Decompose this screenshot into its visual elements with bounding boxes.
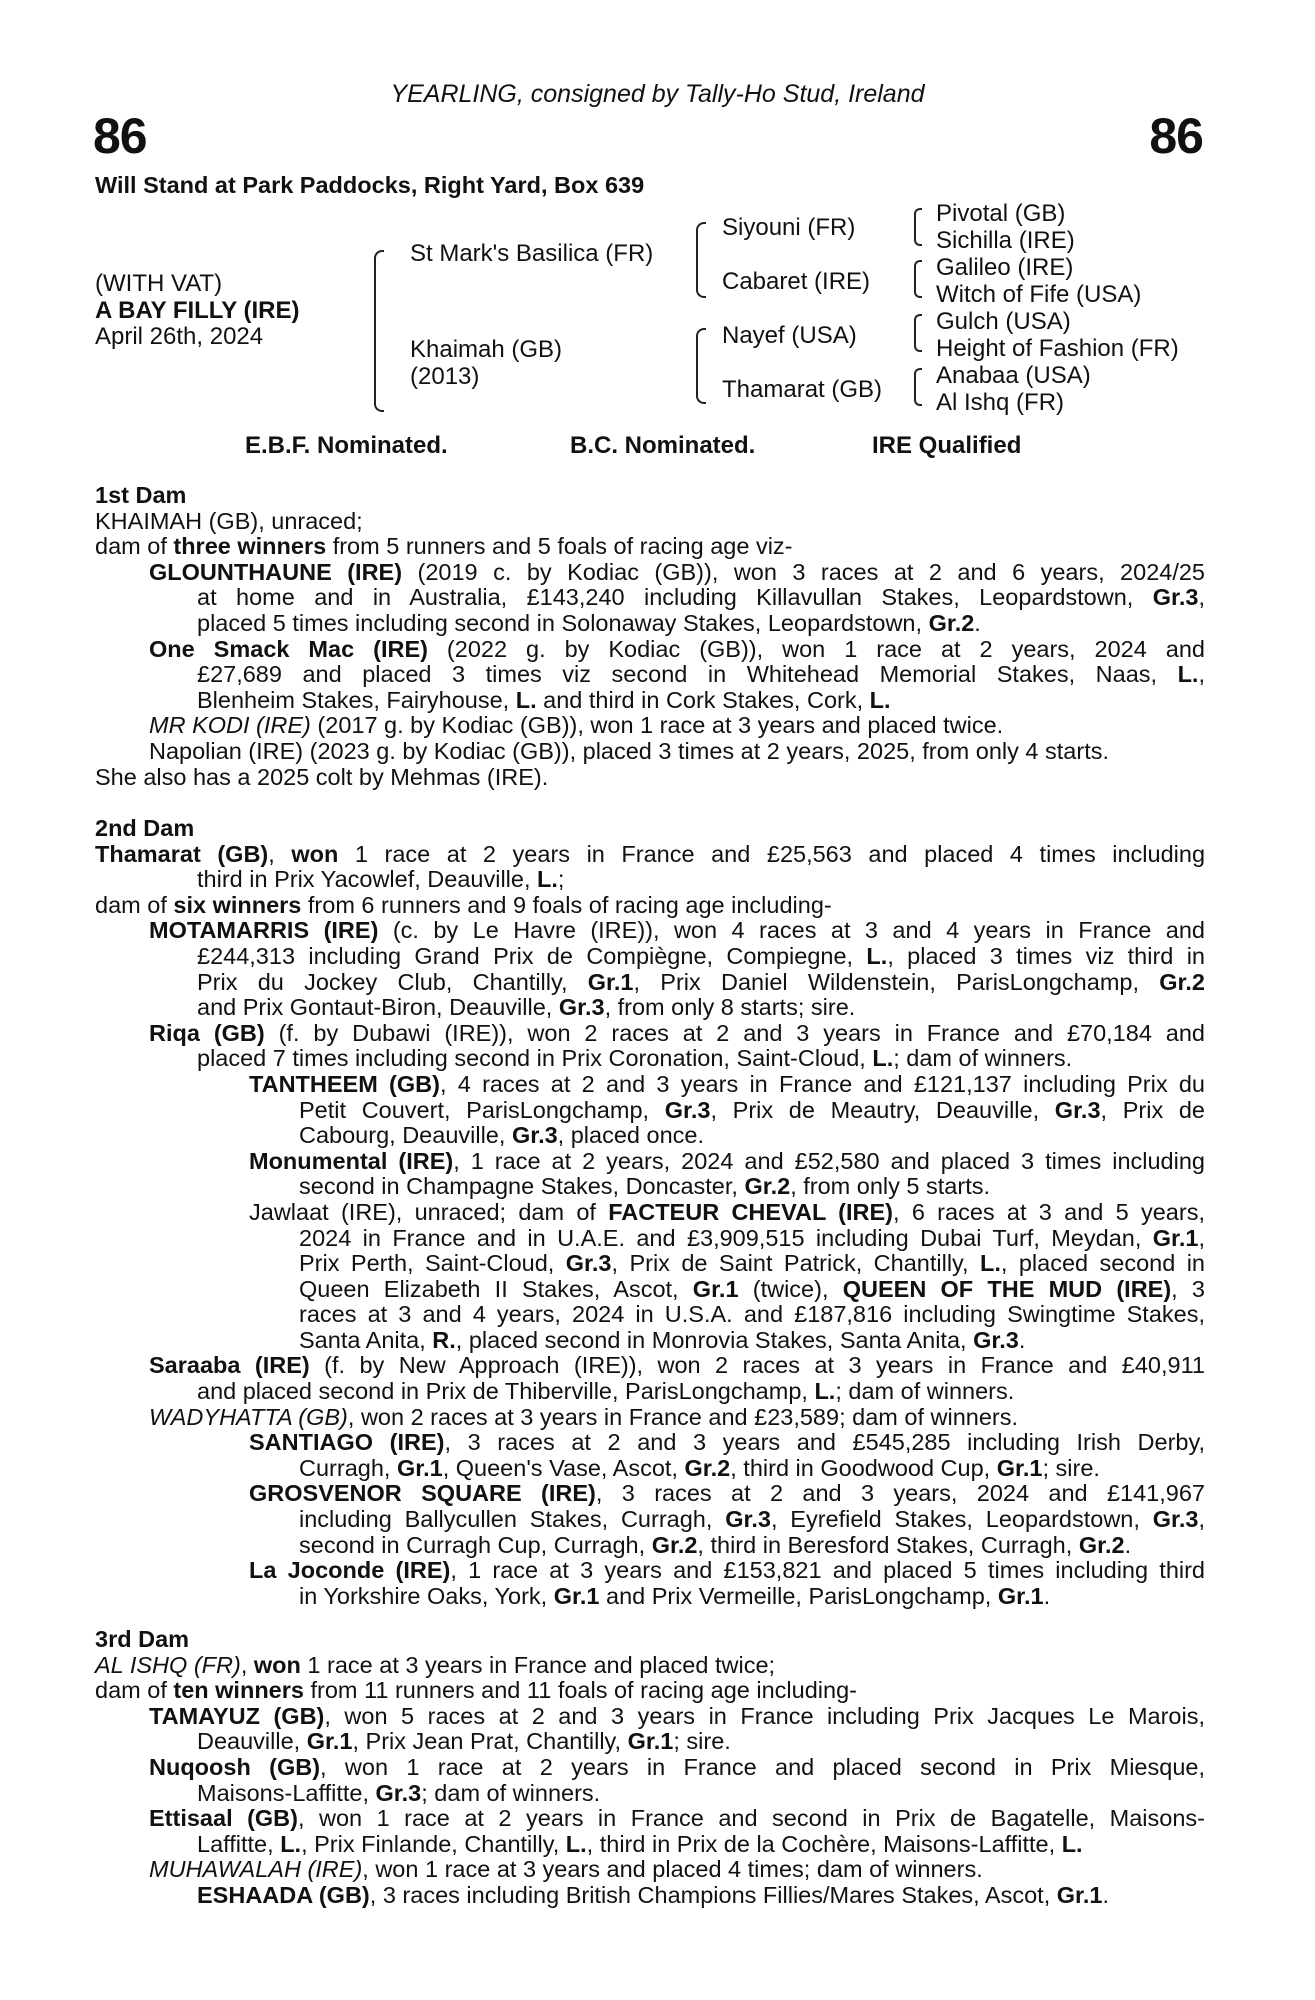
- text-line: in Yorkshire Oaks, York, Gr.1 and Prix Vermeille, ParisLongchamp, Gr.1.: [299, 1582, 1051, 1609]
- ire-qualified: IRE Qualified: [872, 432, 1022, 459]
- text-line: Monumental (IRE), 1 race at 2 years, 2024 and £52,580 and placed 3 times including: [249, 1147, 1205, 1174]
- text-line: Saraaba (IRE) (f. by New Approach (IRE)), won 2 races at 3 years in France and £40,911: [149, 1352, 1205, 1379]
- dd-brace: [914, 368, 922, 406]
- text-line: Santa Anita, R., placed second in Monrovia Stakes, Santa Anita, Gr.3.: [299, 1326, 1026, 1353]
- dam-brace-upper: [696, 328, 706, 368]
- sire-brace-upper: [696, 222, 706, 262]
- text-line: £27,689 and placed 3 times viz second in Whitehead Memorial Stakes, Naas, L.,: [197, 661, 1205, 688]
- text-line: La Joconde (IRE), 1 race at 3 years and £153,821 and placed 5 times including third: [249, 1557, 1206, 1584]
- text-line: Laffitte, L., Prix Finlande, Chantilly, L., third in Prix de la Cochère, Maisons-Laffitte, L.: [197, 1830, 1083, 1857]
- text-line: She also has a 2025 colt by Mehmas (IRE).: [95, 763, 549, 790]
- text-line: SANTIAGO (IRE), 3 races at 2 and 3 years and £545,285 including Irish Derby,: [249, 1429, 1205, 1456]
- text-line: TANTHEEM (GB), 4 races at 2 and 3 years in France and £121,137 including Prix du: [249, 1070, 1205, 1097]
- ped-sdd: Witch of Fife (USA): [936, 281, 1142, 308]
- text-line: Curragh, Gr.1, Queen's Vase, Ascot, Gr.2, third in Goodwood Cup, Gr.1; sire.: [299, 1454, 1100, 1481]
- text-line: GLOUNTHAUNE (IRE) (2019 c. by Kodiac (GB)), won 3 races at 2 and 6 years, 2024/25: [149, 558, 1205, 585]
- ebf-nomination: E.B.F. Nominated.: [245, 432, 448, 459]
- second-dam-section: [95, 816, 1205, 1609]
- text-line: ESHAADA (GB), 3 races including British Champions Fillies/Mares Stakes, Ascot, Gr.1.: [197, 1881, 1110, 1908]
- pedigree-brace-lower: [374, 330, 384, 412]
- text-line: Nuqoosh (GB), won 1 race at 2 years in France and placed second in Prix Miesque,: [149, 1753, 1205, 1780]
- text-line: MOTAMARRIS (IRE) (c. by Le Havre (IRE)), won 4 races at 3 and 4 years in France and: [149, 917, 1205, 944]
- text-line: MR KODI (IRE) (2017 g. by Kodiac (GB)), won 1 race at 3 years and placed twice.: [149, 712, 1004, 739]
- text-line: at home and in Australia, £143,240 including Killavullan Stakes, Leopardstown, Gr.3,: [197, 584, 1205, 611]
- text-line: AL ISHQ (FR), won 1 race at 3 years in France and placed twice;: [95, 1651, 776, 1678]
- text-line: Ettisaal (GB), won 1 race at 2 years in France and second in Prix de Bagatelle, Maisons-: [149, 1805, 1205, 1832]
- text-line: and placed second in Prix de Thiberville, ParisLongchamp, L.; dam of winners.: [197, 1378, 1015, 1405]
- text-line: Riqa (GB) (f. by Dubawi (IRE)), won 2 races at 2 and 3 years in France and £70,184 and: [149, 1019, 1205, 1046]
- text-line: TAMAYUZ (GB), won 5 races at 2 and 3 years in France including Prix Jacques Le Marois,: [149, 1702, 1206, 1729]
- bc-nomination: B.C. Nominated.: [570, 432, 756, 459]
- text-line: MUHAWALAH (IRE), won 1 race at 3 years and placed 4 times; dam of winners.: [149, 1856, 983, 1883]
- sire-dam: Cabaret (IRE): [722, 268, 871, 295]
- consignment-subtitle: YEARLING, consigned by Tally-Ho Stud, Ireland: [390, 80, 925, 108]
- sd-brace: [914, 260, 922, 298]
- stand-location: Will Stand at Park Paddocks, Right Yard, Box 639: [95, 172, 645, 198]
- text-line: KHAIMAH (GB), unraced;: [95, 507, 363, 534]
- ped-sds: Galileo (IRE): [936, 254, 1074, 281]
- text-line: second in Champagne Stakes, Doncaster, Gr.2, from only 5 starts.: [299, 1173, 991, 1200]
- section-heading: 3rd Dam: [95, 1626, 190, 1652]
- sire-name: St Mark's Basilica (FR): [410, 240, 654, 267]
- dam-brace-lower: [696, 366, 706, 404]
- third-dam-section: [95, 1627, 1205, 1909]
- text-line: Petit Couvert, ParisLongchamp, Gr.3, Prix de Meautry, Deauville, Gr.3, Prix de: [299, 1096, 1206, 1123]
- text-line: One Smack Mac (IRE) (2022 g. by Kodiac (GB)), won 1 race at 2 years, 2024 and: [149, 635, 1205, 662]
- text-line: including Ballycullen Stakes, Curragh, Gr.3, Eyrefield Stakes, Leopardstown, Gr.3,: [299, 1506, 1205, 1533]
- dam-sire: Nayef (USA): [722, 322, 857, 349]
- sire-sire: Siyouni (FR): [722, 214, 856, 241]
- ped-ddd: Al Ishq (FR): [936, 389, 1065, 416]
- text-line: 2024 in France and in U.A.E. and £3,909,515 including Dubai Turf, Meydan, Gr.1,: [299, 1224, 1205, 1251]
- horse-dob: April 26th, 2024: [95, 323, 264, 350]
- section-heading: 1st Dam: [95, 482, 187, 508]
- dam-dam: Thamarat (GB): [722, 376, 883, 403]
- sire-brace-lower: [696, 260, 706, 298]
- text-line: Deauville, Gr.1, Prix Jean Prat, Chantilly, Gr.1; sire.: [197, 1728, 731, 1755]
- text-line: races at 3 and 4 years, 2024 in U.S.A. and £187,816 including Swingtime Stakes,: [299, 1301, 1205, 1328]
- text-line: WADYHATTA (GB), won 2 races at 3 years in France and £23,589; dam of winners.: [149, 1403, 1019, 1430]
- text-line: third in Prix Yacowlef, Deauville, L.;: [197, 866, 565, 893]
- text-line: Maisons-Laffitte, Gr.3; dam of winners.: [197, 1779, 601, 1806]
- lot-number-right: 86: [1149, 108, 1203, 164]
- text-line: second in Curragh Cup, Curragh, Gr.2, third in Beresford Stakes, Curragh, Gr.2.: [299, 1531, 1132, 1558]
- text-line: Queen Elizabeth II Stakes, Ascot, Gr.1 (twice), QUEEN OF THE MUD (IRE), 3: [299, 1275, 1205, 1302]
- text-line: GROSVENOR SQUARE (IRE), 3 races at 2 and 3 years, 2024 and £141,967: [249, 1480, 1205, 1507]
- text-line: dam of six winners from 6 runners and 9 foals of racing age including-: [95, 891, 832, 918]
- ped-sss: Pivotal (GB): [936, 200, 1066, 227]
- text-line: Blenheim Stakes, Fairyhouse, L. and third in Cork Stakes, Cork, L.: [197, 686, 891, 713]
- dam-name: Khaimah (GB): [410, 336, 563, 363]
- ss-brace: [914, 208, 922, 246]
- text-line: dam of ten winners from 11 runners and 11 foals of racing age including-: [95, 1677, 857, 1704]
- lot-number-left: 86: [93, 108, 147, 164]
- vat-note: (WITH VAT): [95, 270, 223, 297]
- text-line: £244,313 including Grand Prix de Compiègne, Compiegne, L., placed 3 times viz third in: [197, 942, 1205, 969]
- pedigree-brace-upper: [374, 250, 384, 332]
- ds-brace: [914, 314, 922, 352]
- text-line: Thamarat (GB), won 1 race at 2 years in France and £25,563 and placed 4 times including: [95, 840, 1206, 867]
- ped-dsd: Height of Fashion (FR): [936, 335, 1179, 362]
- text-line: placed 5 times including second in Solonaway Stakes, Leopardstown, Gr.2.: [197, 609, 981, 636]
- text-line: dam of three winners from 5 runners and 5 foals of racing age viz-: [95, 533, 793, 560]
- text-line: placed 7 times including second in Prix Coronation, Saint-Cloud, L.; dam of winners.: [197, 1045, 1073, 1072]
- first-dam-section: [95, 483, 1205, 790]
- section-heading: 2nd Dam: [95, 815, 195, 841]
- text-line: Cabourg, Deauville, Gr.3, placed once.: [299, 1122, 704, 1149]
- ped-dss: Gulch (USA): [936, 308, 1071, 335]
- text-line: and Prix Gontaut-Biron, Deauville, Gr.3, from only 8 starts; sire.: [197, 994, 856, 1021]
- horse-name: A BAY FILLY (IRE): [95, 297, 300, 324]
- ped-dds: Anabaa (USA): [936, 362, 1091, 389]
- dam-year: (2013): [410, 363, 480, 390]
- text-line: Jawlaat (IRE), unraced; dam of FACTEUR CHEVAL (IRE), 6 races at 3 and 5 years,: [249, 1198, 1205, 1225]
- text-line: Prix Perth, Saint-Cloud, Gr.3, Prix de Saint Patrick, Chantilly, L., placed second in: [299, 1250, 1206, 1277]
- text-line: Prix du Jockey Club, Chantilly, Gr.1, Prix Daniel Wildenstein, ParisLongchamp, Gr.2: [197, 968, 1205, 995]
- ped-ssd: Sichilla (IRE): [936, 227, 1075, 254]
- text-line: Napolian (IRE) (2023 g. by Kodiac (GB)), placed 3 times at 2 years, 2025, from only 4 starts.: [149, 737, 1110, 764]
